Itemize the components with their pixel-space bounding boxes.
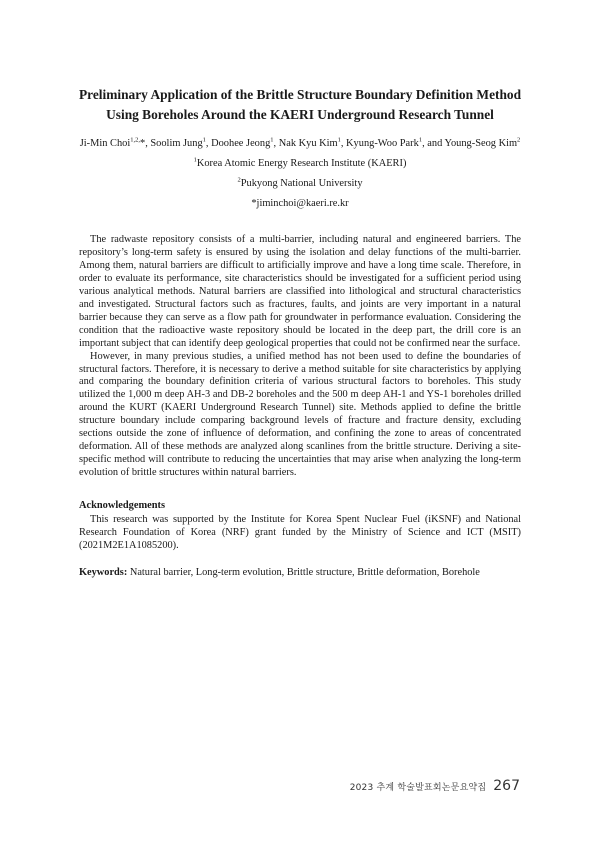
author-name: Doohee Jeong bbox=[211, 138, 271, 149]
author-2 bbox=[150, 138, 211, 149]
author-4 bbox=[279, 138, 346, 149]
author-affil-sup: 1,2, bbox=[130, 136, 140, 144]
author-name: Soolim Jung bbox=[150, 138, 203, 149]
proceedings-title: 2023 추계 학술발표회논문요약집 bbox=[349, 783, 487, 793]
page-number: 267 bbox=[493, 778, 520, 794]
author-name: Kyung-Woo Park bbox=[346, 138, 419, 149]
author-name: Ji-Min Choi bbox=[79, 138, 131, 149]
affiliation-sup: 2 bbox=[237, 176, 241, 184]
acknowledgements-text: This research was supported by the Institute for Korea Spent Nuclear Fuel (iKSNF) and National Research Foundation of Korea (NRF) grant funded by the Ministry of Science and ICT (MSIT) (2021M2E1A1085200). bbox=[79, 514, 521, 551]
corresponding-mark: * bbox=[139, 138, 146, 149]
author-name: Young-Seog Kim bbox=[444, 138, 518, 149]
author-separator: , bbox=[340, 138, 347, 149]
acknowledgements-heading: Acknowledgements bbox=[79, 500, 166, 511]
paper-title bbox=[60, 85, 540, 125]
author-6 bbox=[444, 138, 520, 149]
keywords bbox=[79, 566, 529, 579]
author-affil-sup: 1 bbox=[202, 136, 206, 144]
author-affil-sup: 1 bbox=[270, 136, 274, 144]
author-1 bbox=[80, 138, 151, 149]
author-3 bbox=[211, 138, 279, 149]
author-affil-sup: 2 bbox=[517, 136, 521, 144]
title-line-2: Using Boreholes Around the KAERI Underground Research Tunnel bbox=[106, 107, 494, 122]
affiliation-sup: 1 bbox=[193, 156, 197, 164]
author-separator: , bbox=[205, 138, 212, 149]
affiliation-1 bbox=[60, 157, 540, 171]
author-separator: , bbox=[273, 138, 279, 149]
affiliation-2 bbox=[60, 177, 540, 191]
author-separator: , and bbox=[422, 138, 445, 149]
author-separator: , bbox=[145, 138, 151, 149]
affiliation-name: Pukyong National University bbox=[240, 178, 363, 189]
author-affil-sup: 1 bbox=[418, 136, 423, 144]
affiliation-name: Korea Atomic Energy Research Institute (KAERI) bbox=[196, 158, 407, 169]
abstract-paragraph-1: The radwaste repository consists of a multi-barrier, including natural and engineered barriers. The repository’s long-term safety is ensured by using the isolation and delay functions of the multi-barrier. Among them, natural barriers are difficult to artificially improve and have a long time scale. Therefore, in order to evaluate its performance, site characteristics should be investigated for a sufficient period using various analytical methods. Natural barriers are classified into lithological and structural characteristics and investigated. Structural factors such as fractures, faults, and joints are very important in a natural barrier because they can serve as a flow path for groundwater in performance evaluation. Considering the condition that the radioactive waste repository should be located in the deep part, the drill core is an important subject that can identify deep geological properties that could not be confirmed near the surface. bbox=[79, 234, 521, 349]
abstract bbox=[79, 234, 521, 480]
author-name: Nak Kyu Kim bbox=[278, 138, 338, 149]
author-5 bbox=[346, 138, 444, 149]
corresponding-email: *jiminchoi@kaeri.re.kr bbox=[251, 198, 349, 209]
title-line-1: Preliminary Application of the Brittle Structure Boundary Definition Method bbox=[78, 87, 522, 102]
author-affil-sup: 1 bbox=[337, 136, 341, 144]
page-footer bbox=[350, 778, 520, 794]
abstract-paragraph-2: However, in many previous studies, a unified method has not been used to define the boundaries of structural factors. Therefore, it is necessary to derive a method suitable for site characteristics by applying and comparing the boundary definition criteria of various structural factors to boreholes. This study utilized the 1,000 m deep AH-3 and DB-2 boreholes and the 500 m deep AH-1 and YS-1 boreholes drilled around the KURT (KAERI Underground Research Tunnel) site. Methods applied to define the brittle structure boundary include comparing background levels of fracture and fracture density, excluding sections outside the zone of influence of deformation, and confining the zone to areas of concentrated deformation. All of these methods are analyzed along scanlines from the brittle structure. Deriving a site-specific method will contribute to reducing the uncertainties that may arise when analyzing the long-term evolution of brittle structures within natural barriers. bbox=[79, 350, 521, 479]
author-list bbox=[40, 137, 560, 151]
keywords-label: Keywords: bbox=[79, 567, 128, 578]
keywords-text: Natural barrier, Long-term evolution, Brittle structure, Brittle deformation, Borehole bbox=[129, 567, 480, 578]
